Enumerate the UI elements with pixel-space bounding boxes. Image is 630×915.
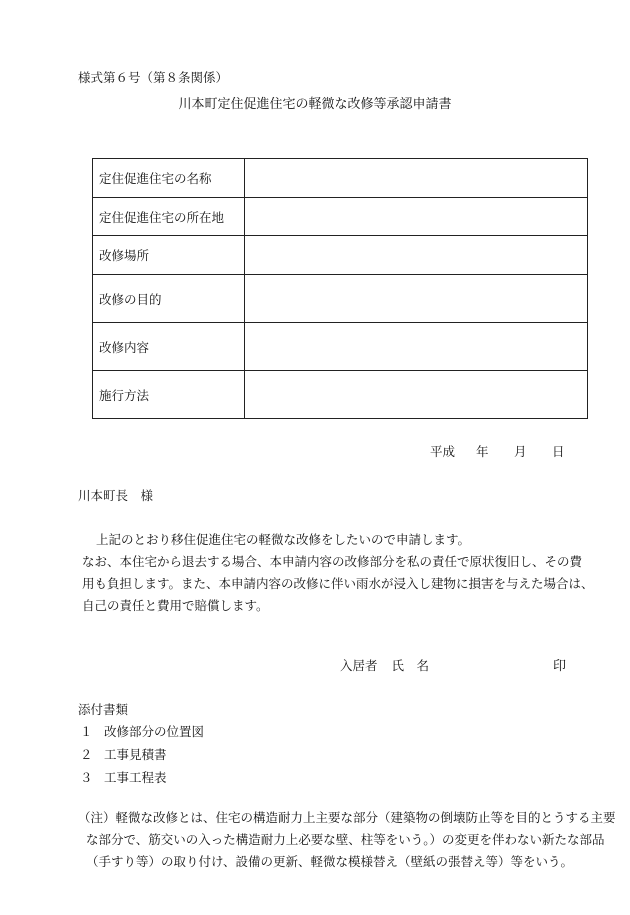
note-line: な部分で、筋交いの入った構造耐力上必要な壁、柱等をいう。）の変更を伴わない新たな部品 xyxy=(86,832,605,847)
addressee: 川本町長 様 xyxy=(78,488,154,503)
note-line: （手すり等）の取り付け、設備の更新、軽微な模様替え（壁紙の張替え等）等をいう。 xyxy=(86,854,574,869)
document-title: 川本町定住促進住宅の軽微な改修等承認申請書 xyxy=(178,97,452,112)
row-label: 改修の目的 xyxy=(93,275,245,323)
attachment-item xyxy=(80,768,167,786)
body-text-line: 用も負担します。また、本申請内容の改修に伴い雨水が浸入し建物に損害を与えた場合は、 xyxy=(82,576,594,591)
row-label: 改修場所 xyxy=(93,236,245,275)
table-row xyxy=(93,236,588,275)
row-label: 定住促進住宅の名称 xyxy=(93,159,245,198)
applicant-name-label: 氏 名 xyxy=(391,658,430,673)
table-row xyxy=(93,371,588,419)
note-line: （注）軽微な改修とは、住宅の構造耐力上主要な部分（建築物の倒壊防止等を目的とうする主要 xyxy=(78,810,616,825)
attachment-number: ３ xyxy=(80,770,93,785)
application-table xyxy=(92,158,588,419)
date-era: 平成 xyxy=(430,444,456,459)
table-row xyxy=(93,159,588,198)
attachment-number: １ xyxy=(80,724,93,739)
table-row xyxy=(93,198,588,236)
seal-mark: 印 xyxy=(553,659,567,674)
body-text-line: 上記のとおり移住促進住宅の軽微な改修をしたいので申請します。 xyxy=(96,532,471,547)
body-text-line: 自己の責任と費用で賠償します。 xyxy=(82,598,269,613)
date-year: 年 xyxy=(476,444,489,459)
date-line xyxy=(430,442,565,460)
form-number: 様式第６号（第８条関係） xyxy=(78,70,229,85)
attachment-item xyxy=(80,745,167,763)
attachment-number: ２ xyxy=(80,747,93,762)
row-value-field[interactable] xyxy=(245,236,588,275)
row-label: 改修内容 xyxy=(93,323,245,371)
date-day: 日 xyxy=(552,444,565,459)
row-label: 施行方法 xyxy=(93,371,245,419)
applicant-line xyxy=(340,656,429,674)
table-row xyxy=(93,323,588,371)
body-text-line: なお、本住宅から退去する場合、本申請内容の改修部分を私の責任で原状復旧し、その費 xyxy=(82,554,583,569)
row-value-field[interactable] xyxy=(245,323,588,371)
applicant-role: 入居者 xyxy=(340,658,378,673)
attachment-label: 工事工程表 xyxy=(104,770,167,785)
row-value-field[interactable] xyxy=(245,159,588,198)
attachments-title: 添付書類 xyxy=(78,702,129,717)
row-value-field[interactable] xyxy=(245,371,588,419)
attachment-label: 工事見積書 xyxy=(104,747,167,762)
attachment-item xyxy=(80,722,204,740)
date-month: 月 xyxy=(514,444,527,459)
row-value-field[interactable] xyxy=(245,198,588,236)
table-row xyxy=(93,275,588,323)
row-value-field[interactable] xyxy=(245,275,588,323)
row-label: 定住促進住宅の所在地 xyxy=(93,198,245,236)
attachment-label: 改修部分の位置図 xyxy=(104,724,205,739)
